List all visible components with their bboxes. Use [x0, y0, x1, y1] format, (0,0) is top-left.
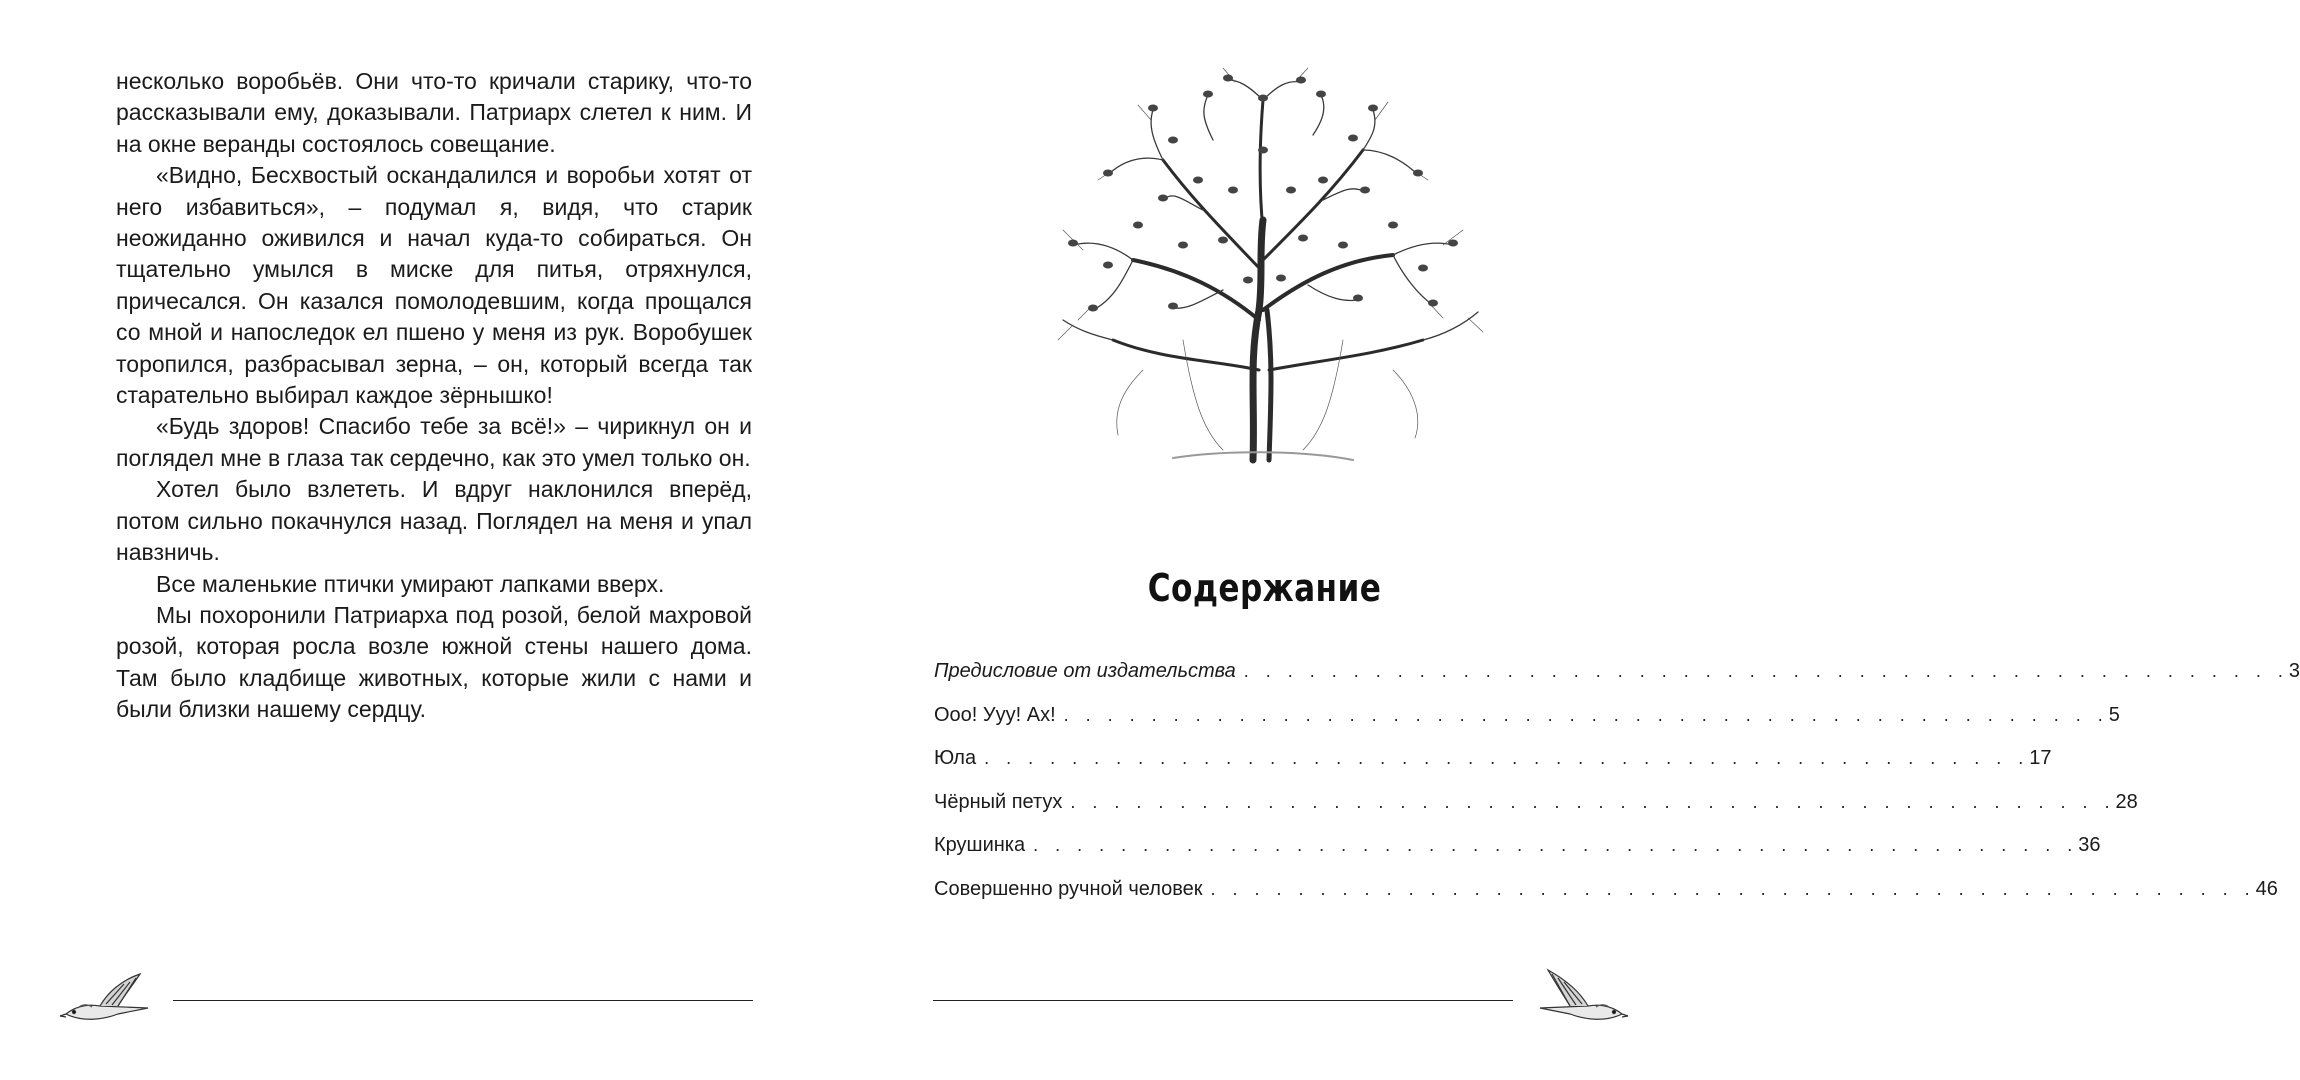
toc-entry[interactable]: [934, 877, 2278, 922]
toc-entry[interactable]: [934, 703, 2120, 748]
toc-page-number: 3: [2288, 660, 2300, 682]
story-paragraph: несколько воробьёв. Они что-то кричали старику, что-то рассказывали ему, доказывали. Патриарх слетел к ним. И на окне веранды состоялось совещание.: [116, 68, 752, 157]
story-paragraph: «Будь здоров! Спасибо тебе за всё!» – чирикнул он и поглядел мне в глаза так сердечно, как это умел только он.: [116, 413, 752, 471]
toc-dot-leader: . . . . . . . . . . . . . . . . . . . . . . . . . . . . . . . . . . . . . . . . . . . . . . . .: [1070, 791, 2116, 812]
toc-dot-leader: . . . . . . . . . . . . . . . . . . . . . . . . . . . . . . . . . . . . . . . . . . . . . . . .: [1063, 704, 2109, 725]
toc-entry[interactable]: [934, 834, 2101, 878]
toc-entry[interactable]: [934, 790, 2138, 835]
toc-page-number: 46: [2255, 877, 2278, 900]
toc-entry[interactable]: [934, 660, 2300, 704]
toc-title: Содержание: [1147, 566, 1382, 610]
tree-with-sparrows-illustration: [1023, 40, 1503, 480]
left-page: [0, 0, 843, 1080]
toc-dot-leader: . . . . . . . . . . . . . . . . . . . . . . . . . . . . . . . . . . . . . . . . . . . . . . . .: [984, 748, 2030, 769]
story-paragraph: Мы похоронили Патриарха под розой, белой махровой розой, которая росла возле южной стены нашего дома. Там было кладбище животных, которые жили с нами и были близки нашему сердцу.: [116, 601, 752, 723]
footer-rule: [173, 1000, 753, 1001]
story-paragraph: «Видно, Бесхвостый оскандалился и воробьи хотят от него избавиться», – подумал я, видя, что старик неожиданно оживился и начал куда-то собираться. Он тщательно умылся в миске для питья, отряхнулся, причесался. Он казался помолодевшим, когда прощался со мной и напоследок ел пшено у меня из рук. Воробушек торопился, разбрасывал зерна, – он, который всегда так старательно выбирал каждое зёрнышко!: [116, 162, 752, 409]
toc-entry-label: Ооо! Ууу! Ах!: [934, 703, 1056, 726]
toc-page-number: 28: [2115, 790, 2138, 813]
toc-page-number: 36: [2078, 834, 2101, 857]
toc-page-number: 17: [2029, 747, 2052, 770]
footer-rule: [933, 1000, 1513, 1001]
story-text: [116, 66, 752, 726]
toc-entry[interactable]: [934, 747, 2052, 791]
toc-entry-label: Крушинка: [934, 834, 1026, 857]
sparrow-right-icon: [1530, 962, 1630, 1032]
toc-entry-label: Совершенно ручной человек: [934, 877, 1203, 900]
right-page: [843, 0, 2300, 1080]
toc-entry-label: Чёрный петух: [934, 790, 1063, 813]
toc-entry-label: Юла: [934, 747, 977, 770]
story-paragraph: Все маленькие птички умирают лапками вверх.: [156, 570, 665, 597]
toc-dot-leader: . . . . . . . . . . . . . . . . . . . . . . . . . . . . . . . . . . . . . . . . . . . . . . . .: [1210, 878, 2256, 899]
toc-entry-label: Предисловие от издательства: [934, 660, 1236, 682]
toc-dot-leader: . . . . . . . . . . . . . . . . . . . . . . . . . . . . . . . . . . . . . . . . . . . . . . . .: [1033, 835, 2079, 856]
toc-dot-leader: . . . . . . . . . . . . . . . . . . . . . . . . . . . . . . . . . . . . . . . . . . . . . . . .: [1243, 661, 2289, 681]
toc-page-number: 5: [2108, 703, 2120, 726]
story-paragraph: Хотел было взлететь. И вдруг наклонился вперёд, потом сильно покачнулся назад. Поглядел на меня и упал навзничь.: [116, 476, 752, 566]
sparrow-left-icon: [58, 962, 158, 1032]
table-of-contents: [934, 660, 2300, 922]
